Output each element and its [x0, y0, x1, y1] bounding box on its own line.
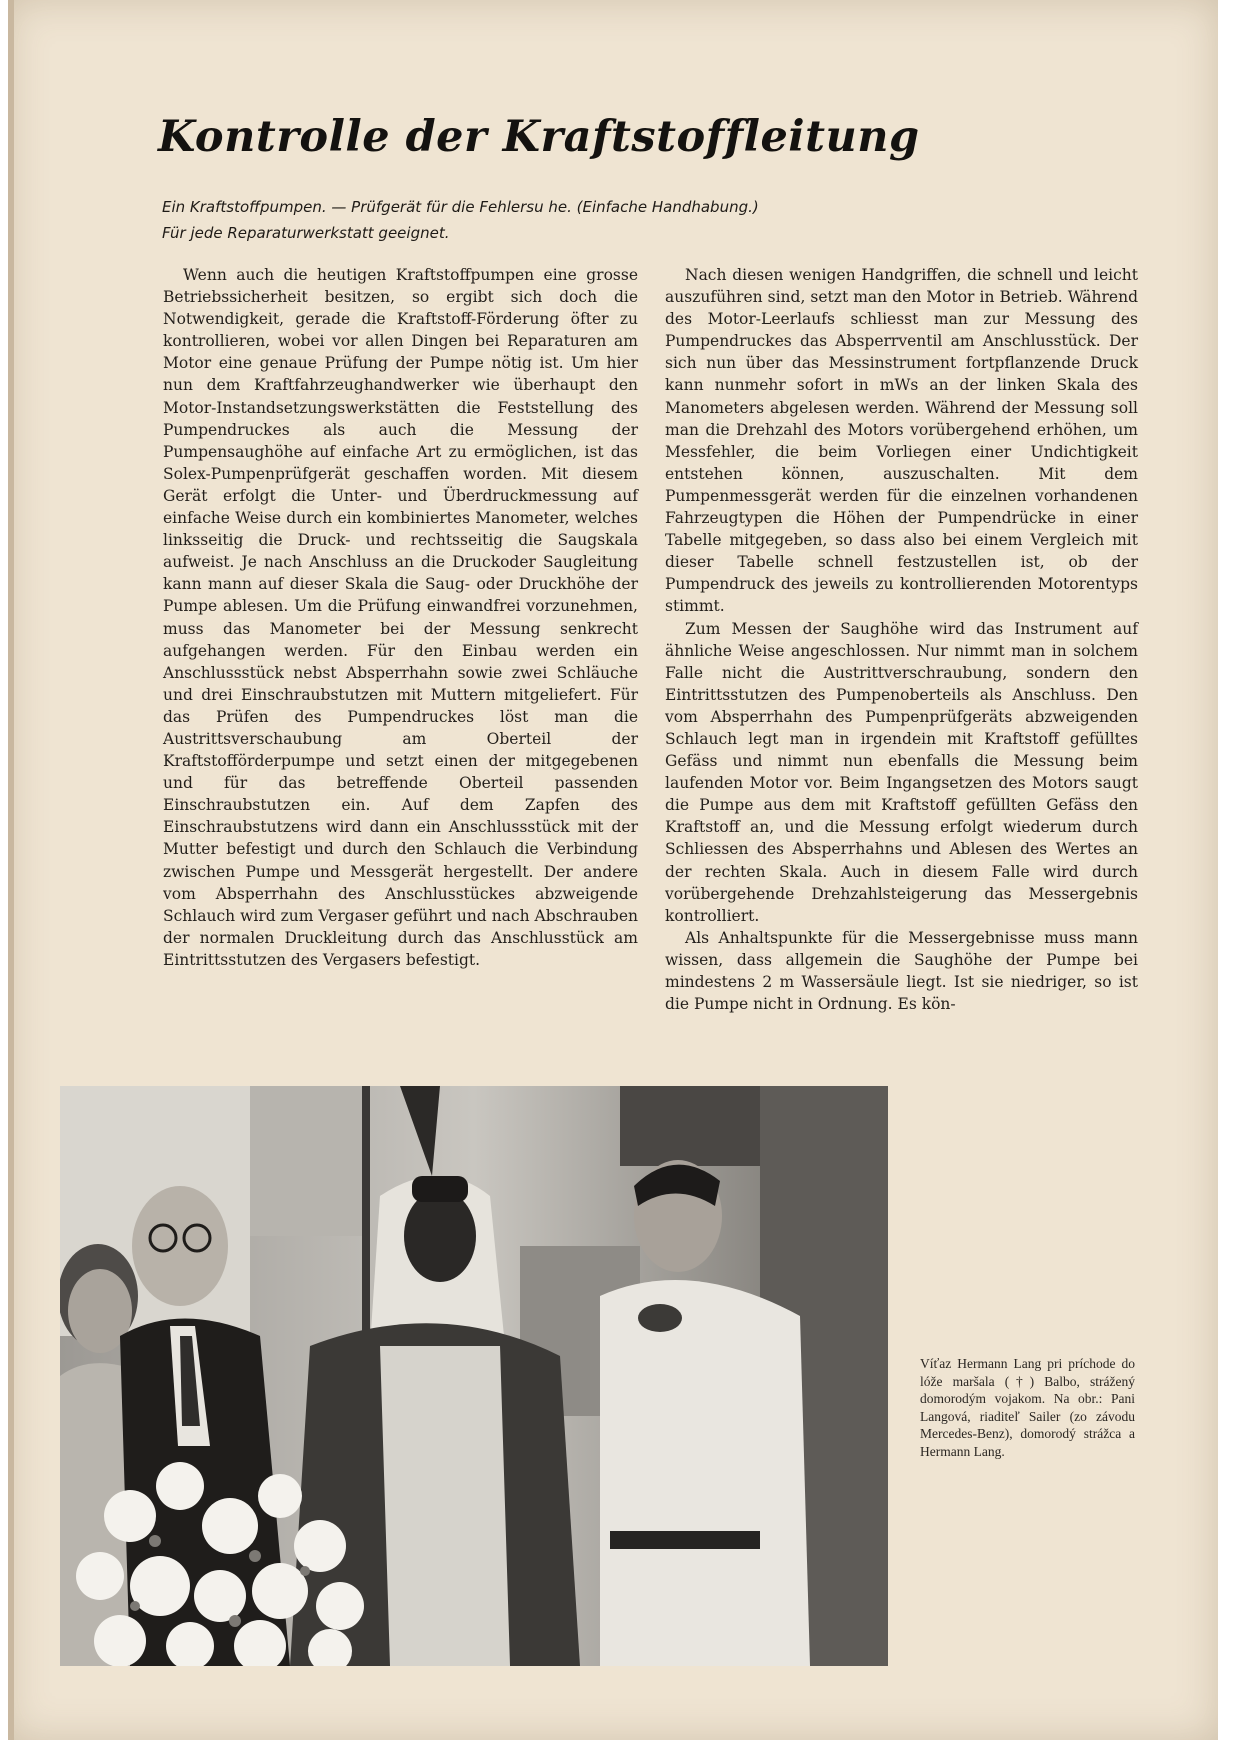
subtitle-line: Für jede Reparaturwerkstatt geeignet.	[162, 224, 450, 242]
page-spine-edge	[8, 0, 14, 1740]
paragraph: Nach diesen wenigen Handgriffen, die schnell und leicht auszuführen sind, setzt man den Motor in Betrieb. Während des Motor-Leerlaufs schliesst man zur Messung des Pumpendruckes das Absperrventil am Anschlusstück. Der sich nun über das Messinstrument fortpflanzende Druck kann nunmehr sofort in mWs an der linken Skala des Manometers abgelesen werden. Während der Messung soll man die Drehzahl des Motors vorübergehend erhöhen, um Messfehler, die beim Vorliegen einer Undichtigkeit entstehen können, auszuschalten. Mit dem Pumpenmessgerät werden für die einzelnen vorhandenen Fahrzeugtypen die Höhen der Pumpendrücke in einer Tabelle mitgegeben, so dass also bei einem Vergleich mit dieser Tabelle schnell festzustellen ist, ob der Pumpendruck des jeweils zu kontrollierenden Motorentyps stimmt.	[665, 266, 1138, 616]
photo-illustration	[60, 1086, 888, 1666]
paragraph: Als Anhaltspunkte für die Messergebnisse muss mann wissen, dass allgemein die Saughöhe der Pumpe bei mindestens 2 m Wassersäule liegt. Ist sie niedriger, so ist die Pumpe nicht in Ordnung. Es kön-	[665, 928, 1138, 1014]
article-title: Kontrolle der Kraftstoffleitung	[158, 112, 920, 162]
article-column-right	[665, 264, 1138, 1015]
news-photograph	[60, 1086, 888, 1666]
article-subtitle	[162, 194, 942, 246]
magazine-page	[8, 0, 1218, 1740]
paragraph: Wenn auch die heutigen Kraftstoffpumpen eine grosse Betriebssicherheit besitzen, so ergibt sich doch die Notwendigkeit, gerade die Kraftstoff-Förderung öfter zu kontrollieren, wobei vor allen Dingen bei Reparaturen am Motor eine genaue Prüfung der Pumpe nötig ist. Um hier nun dem Kraftfahrzeughandwerker wie überhaupt den Motor-Instandsetzungswerkstätten die Feststellung des Pumpendruckes als auch die Messung der Pumpensaughöhe auf einfache Art zu ermöglichen, ist das Solex-Pumpenprüfgerät geschaffen worden. Mit diesem Gerät erfolgt die Unter- und Überdruckmessung auf einfache Weise durch ein kombiniertes Manometer, welches linksseitig die Druck- und rechtsseitig die Saugskala aufweist. Je nach Anschluss an die Druckoder Saugleitung kann mann auf dieser Skala die Saug- oder Druckhöhe der Pumpe ablesen. Um die Prüfung einwandfrei vorzunehmen, muss das Manometer bei der Messung senkrecht aufgehangen werden. Für den Einbau werden ein Anschlussstück nebst Absperrhahn sowie zwei Schläuche und drei Einschraubstutzen mit Muttern mitgeliefert. Für das Prüfen des Pumpendruckes löst man die Austrittsverschaubung am Oberteil der Kraftstofförderpumpe und setzt einen der mitgegebenen und für das betreffende Oberteil passenden Einschraubstutzen ein. Auf dem Zapfen des Einschraubstutzens wird dann ein Anschlussstück mit der Mutter befestigt und durch den Schlauch die Verbindung zwischen Pumpe und Messgerät hergestellt. Der andere vom Absperrhahn des Anschlusstückes abzweigende Schlauch wird zum Vergaser geführt und nach Abschrauben der normalen Druckleitung durch das Anschlusstück am Eintrittsstutzen des Vergasers befestigt.	[163, 266, 638, 969]
subtitle-line: Ein Kraftstoffpumpen. — Prüfgerät für die Fehlersu he. (Einfache Handhabung.)	[162, 198, 759, 216]
photo-caption: Víťaz Hermann Lang pri príchode do lóže maršala (†) Balbo, strážený domorodým vojakom. Na obr.: Pani Langová, riaditeľ Sailer (zo závodu Mercedes-Benz), domorodý strážca a Hermann Lang.	[920, 1356, 1135, 1459]
article-column-left	[163, 264, 638, 971]
paragraph: Zum Messen der Saughöhe wird das Instrument auf ähnliche Weise angeschlossen. Nur nimmt man in solchem Falle nicht die Austrittverschraubung, sondern den Eintrittsstutzen des Pumpenoberteils als Anschluss. Den vom Absperrhahn des Pumpenprüfgeräts abzweigenden Schlauch legt man in irgendein mit Kraftstoff gefülltes Gefäss und nimmt nun ebenfalls die Messung beim laufenden Motor vor. Beim Ingangsetzen des Motors saugt die Pumpe aus dem mit Kraftstoff gefüllten Gefäss den Kraftstoff an, und die Messung erfolgt wiederum durch Schliessen des Absperrhahns und Ablesen des Wertes an der rechten Skala. Auch in diesem Falle wird durch vorübergehende Drehzahlsteigerung das Messergebnis kontrolliert.	[665, 619, 1138, 925]
